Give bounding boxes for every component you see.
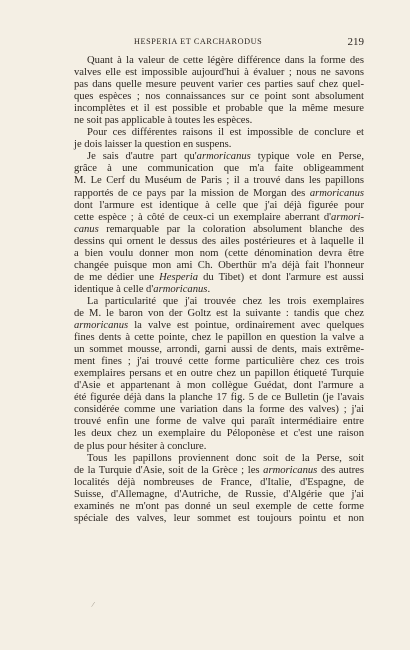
text-run: ment fines ; j'ai trouvé cette forme particulière chez ces trois: [74, 356, 364, 368]
italic-term: armoricanus: [74, 320, 129, 332]
text-line: [74, 344, 364, 356]
text-line: [74, 103, 364, 115]
text-line: [74, 416, 364, 428]
text-run: Tous les papillons proviennent donc soit de la Perse, soit: [87, 452, 364, 464]
text-run: Je sais d'autre part qu': [87, 151, 197, 163]
text-line: [74, 55, 364, 67]
text-line: [74, 428, 364, 440]
text-run: spéciale des valves, leur sommet est toujours pointu et non: [74, 512, 364, 524]
text-line: [74, 163, 364, 175]
text-line: [74, 260, 364, 272]
text-line: [74, 212, 364, 224]
text-run: trouvé enfin une forme de valve qui paraît intermédiaire entre: [74, 416, 364, 428]
text-run: valves elle est impossible aujourd'hui à évaluer ; nous ne savons: [74, 67, 364, 79]
text-run: ne soit pas applicable à toutes les espèces.: [74, 115, 253, 127]
text-line: [74, 272, 364, 284]
text-line: [74, 320, 364, 332]
text-run: la valve est pointue, ordinairement avec quelques: [128, 320, 364, 332]
italic-term: armoricanus: [153, 283, 208, 295]
text-line: [74, 224, 364, 236]
text-run: Pour ces différentes raisons il est impossible de conclure et: [87, 127, 364, 139]
text-line: [74, 465, 364, 477]
text-run: ques espèces ; nos connaissances sur ce point sont absolument: [74, 91, 364, 103]
italic-term: armori-: [331, 211, 364, 223]
text-line: [74, 453, 364, 465]
text-run: .: [207, 283, 211, 295]
text-line: [74, 79, 364, 91]
text-line: [74, 332, 364, 344]
running-title: HESPERIA ET CARCHARODUS: [134, 37, 263, 46]
text-line: [74, 296, 364, 308]
text-line: [74, 308, 364, 320]
text-run: les deux chez un exemplaire du Péloponèse et c'est une raison: [74, 428, 364, 440]
text-line: [74, 380, 364, 392]
text-line: [74, 139, 364, 151]
text-line: [74, 284, 364, 296]
text-line: [74, 501, 364, 513]
text-run: de plus pour hésiter à conclure.: [74, 440, 207, 452]
text-run: exemplaires persans et en outre chez un papillon étiqueté Turquie: [74, 368, 364, 380]
text-run: incomplètes et il est possible et probable que la même mesure: [74, 103, 364, 115]
text-run: cette espèce ; à côté de ceux-ci un exemplaire aberrant d': [74, 211, 332, 223]
italic-term: armoricanus: [309, 187, 364, 199]
text-run: Quant à la valeur de cette légère différence dans la forme des: [87, 55, 364, 66]
text-run: localités déjà nombreuses de France, d'Italie, d'Espagne, de: [74, 476, 364, 488]
running-head: [74, 37, 364, 51]
text-run: fines dents à cette pointe, chez le papillon en question la valve a: [74, 332, 364, 344]
text-line: [74, 404, 364, 416]
text-run: de la Turquie d'Asie, soit de la Grèce ; les: [74, 464, 264, 476]
text-line: [74, 127, 364, 139]
text-run: des autres: [317, 464, 364, 476]
text-line: [74, 175, 364, 187]
italic-term: armoricanus: [263, 464, 318, 476]
text-run: Suisse, d'Allemagne, d'Autriche, de Russie, d'Algérie que j'ai: [74, 488, 364, 500]
text-line: [74, 513, 364, 525]
text-run: de me dédier une: [74, 271, 160, 283]
text-line: [74, 489, 364, 501]
text-run: rapportés de ce pays par la mission de Morgan des: [74, 187, 310, 199]
text-run: d'Asie et appartenant à mon collègue Guédat, dont l'armure a: [74, 380, 364, 392]
text-run: typique vole en Perse,: [250, 151, 364, 163]
text-run: La particularité que j'ai trouvée chez les trois exemplaires: [87, 295, 364, 307]
text-run: un sommet mousse, arrondi, garni aussi de dents, mais extrême-: [74, 344, 364, 356]
text-line: [74, 91, 364, 103]
page-number: 219: [347, 36, 364, 48]
text-run: je dois laisser la question en suspens.: [74, 139, 232, 151]
text-line: [74, 368, 364, 380]
text-run: dont l'armure est identique à celle que j'ai déjà figurée pour: [74, 199, 364, 211]
text-run: considérée comme une variation dans la forme des valves) ; j'ai: [74, 404, 364, 416]
text-line: [74, 441, 364, 453]
text-line: [74, 151, 364, 163]
text-run: M. Le Cerf du Muséum de Paris ; il a trouvé dans les papillons: [74, 175, 364, 187]
text-line: [74, 392, 364, 404]
italic-term: Hesperia: [159, 271, 198, 283]
italic-term: canus: [74, 223, 99, 235]
text-run: du Tibet) et dont l'armure est aussi: [198, 271, 364, 283]
text-run: examinés ne m'ont pas donné un seul exemple de cette forme: [74, 500, 364, 512]
text-line: [74, 188, 364, 200]
body-text: [74, 55, 364, 525]
text-run: identique à celle d': [74, 283, 154, 295]
text-line: [74, 200, 364, 212]
text-run: dessins qui ornent le dessus des ailes postérieures et à laquelle il: [74, 235, 364, 247]
text-run: changée puisque mon ami Ch. Oberthür m'a déjà fait l'honneur: [74, 259, 364, 271]
text-line: [74, 67, 364, 79]
text-run: de M. le baron von der Goltz est la suivante : tandis que chez: [74, 307, 364, 319]
text-line: [74, 115, 364, 127]
text-run: pas dans quelle mesure peuvent varier ces parties sauf chez quel-: [74, 79, 364, 91]
margin-mark: /: [90, 599, 96, 610]
text-run: grâce à une communication que m'a faite obligeamment: [74, 163, 364, 175]
text-line: [74, 236, 364, 248]
text-run: été figurée déjà dans la planche 17 fig. 5 de ce Bulletin (je l'avais: [74, 392, 364, 404]
italic-term: armoricanus: [196, 151, 251, 163]
text-run: remarquable par la coloration absolument blanche des: [98, 223, 364, 235]
text-line: [74, 477, 364, 489]
text-line: [74, 248, 364, 260]
text-line: [74, 356, 364, 368]
text-run: a bien voulu donner mon nom (cette dénomination devra être: [74, 247, 364, 259]
